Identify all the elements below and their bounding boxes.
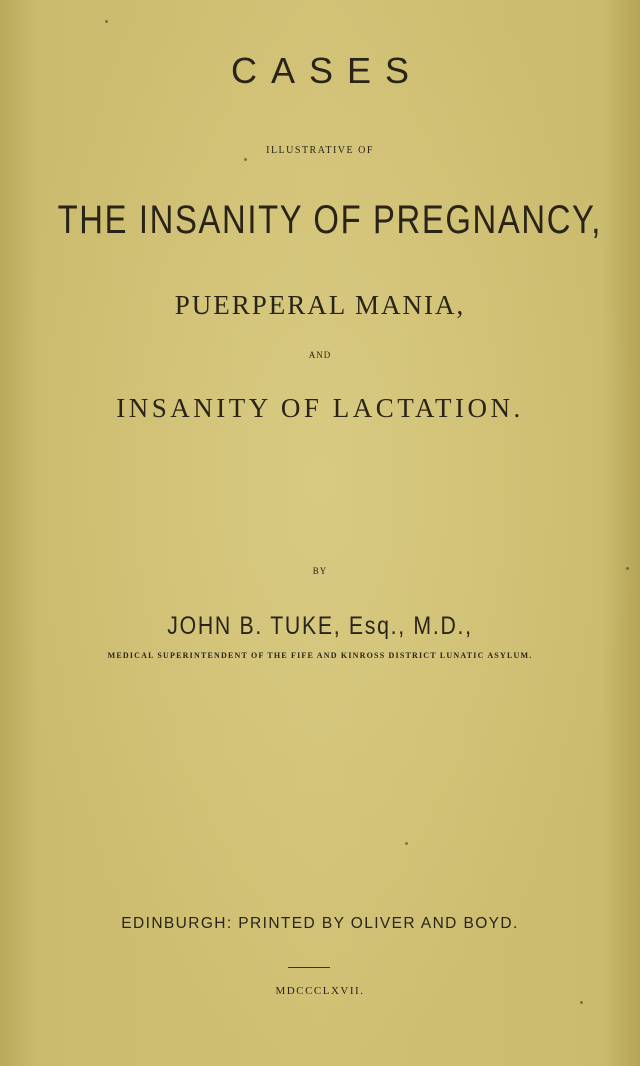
paper-speck <box>580 1001 583 1004</box>
paper-speck <box>244 158 247 161</box>
cases-heading: CASES <box>230 50 424 91</box>
divider-rule <box>288 967 330 968</box>
author-name: JOHN B. TUKE, Esq., M.D., <box>167 612 473 640</box>
author-position: MEDICAL SUPERINTENDENT OF THE FIFE AND KINROSS DISTRICT LUNATIC ASYLUM. <box>107 651 533 660</box>
and-connector: AND <box>308 350 332 360</box>
paper-speck <box>626 567 629 570</box>
illustrative-of-line: ILLUSTRATIVE OF <box>266 145 374 156</box>
main-title: THE INSANITY OF PREGNANCY, <box>57 198 603 242</box>
second-title: PUERPERAL MANIA, <box>174 290 466 320</box>
paper-speck <box>405 842 408 845</box>
by-line: BY <box>312 566 328 576</box>
publication-year: MDCCCLXVII. <box>275 985 365 997</box>
third-title: INSANITY OF LACTATION. <box>116 393 524 423</box>
paper-speck <box>105 20 108 23</box>
publisher-imprint: EDINBURGH: PRINTED BY OLIVER AND BOYD. <box>121 915 519 932</box>
